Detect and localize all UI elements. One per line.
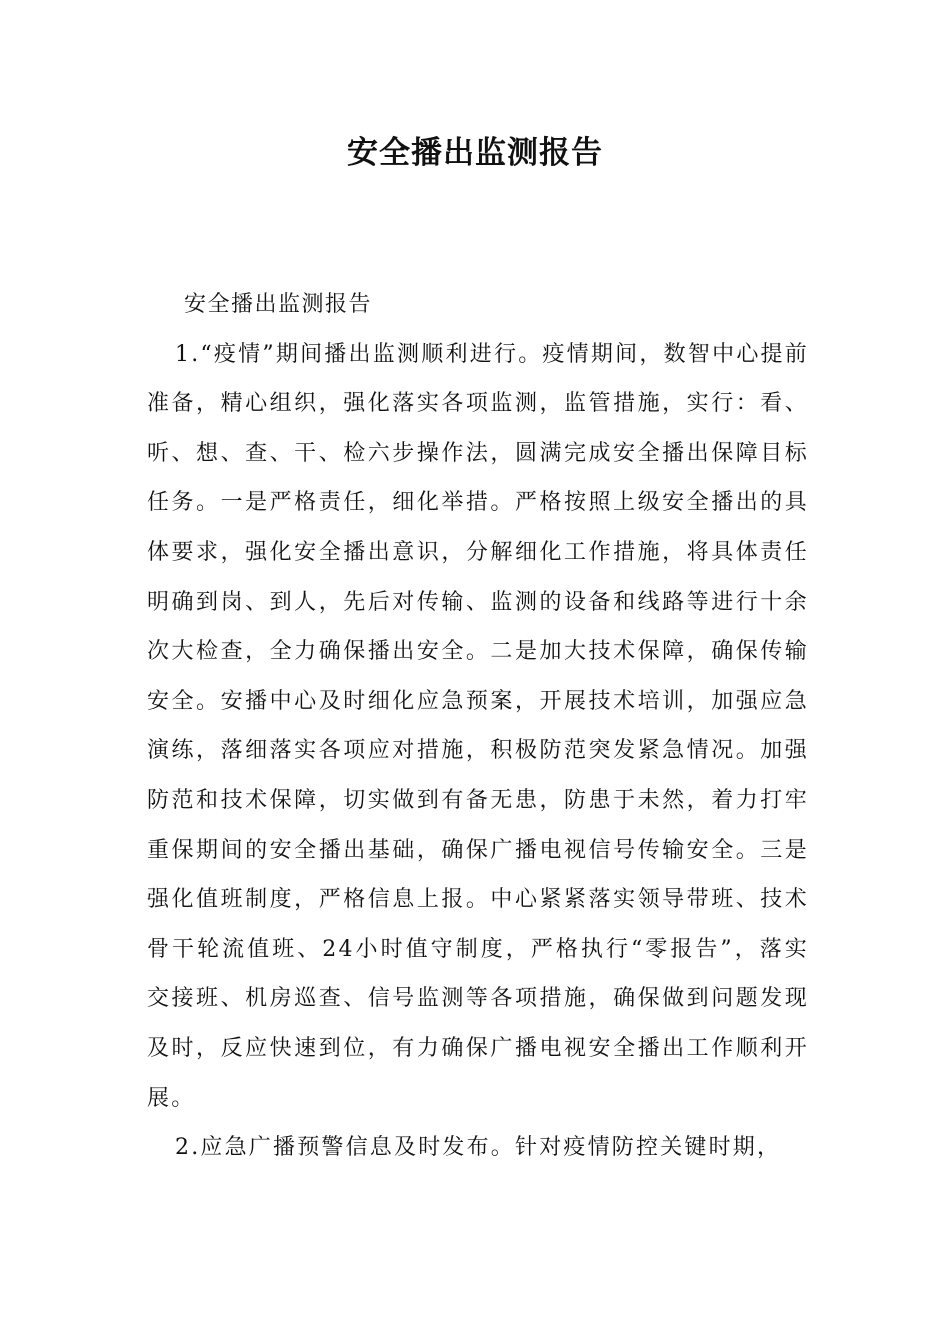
paragraph-2: 2.应急广播预警信息及时发布。针对疫情防控关键时期，	[175, 1135, 782, 1161]
document-subtitle: 安全播出监测报告	[184, 292, 373, 317]
paragraph-1: 1.“疫情”期间播出监测顺利进行。疫情期间，数智中心提前准备，精心组织，强化落实各项监测，监管措施，实行：看、听、想、查、干、检六步操作法，圆满完成安全播出保障目标任务。一是严格责任，细化举措。严格按照上级安全播出的具体要求，强化安全播出意识，分解细化工作措施，将具体责任明确到岗、到人，先后对传输、监测的设备和线路等进行十余次大检查，全力确保播出安全。二是加大技术保障，确保传输安全。安播中心及时细化应急预案，开展技术培训，加强应急演练，落细落实各项应对措施，积极防范突发紧急情况。加强防范和技术保障，切实做到有备无患，防患于未然，着力打牢重保期间的安全播出基础，确保广播电视信号传输安全。三是强化值班制度，严格信息上报。中心紧紧落实领导带班、技术骨干轮流值班、24小时值守制度，严格执行“零报告”，落实交接班、机房巡查、信号监测等各项措施，确保做到问题发现及时，反应快速到位，有力确保广播电视安全播出工作顺利开展。	[147, 341, 809, 1111]
document-body	[147, 280, 809, 1173]
document-title: 安全播出监测报告	[347, 135, 603, 171]
